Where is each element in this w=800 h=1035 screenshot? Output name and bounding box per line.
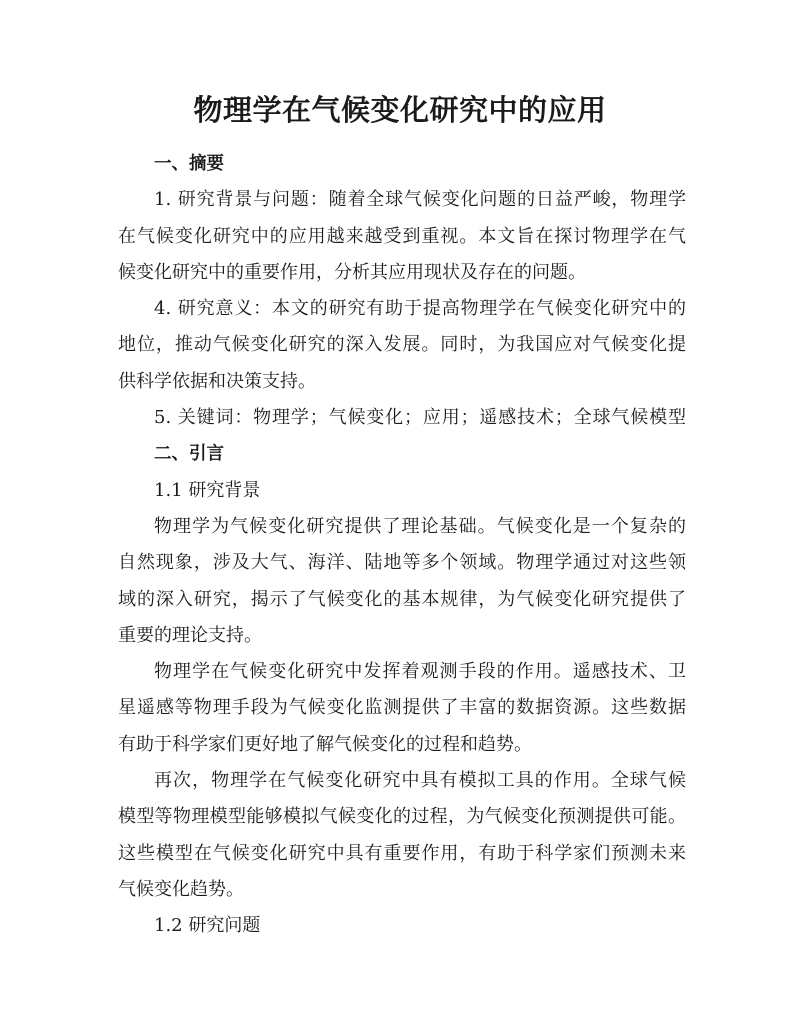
section-heading-abstract: 一、摘要 [154,154,224,174]
paragraph-line: 重要的理论支持。 [118,624,262,646]
section-heading-introduction: 二、引言 [154,444,224,465]
document-body [118,146,686,945]
keywords-line: 5. 关键词：物理学；气候变化；应用；遥感技术；全球气候模型 [154,407,686,429]
paragraph-line: 4. 研究意义：本文的研究有助于提高物理学在气候变化研究中的 [154,298,686,320]
paragraph-line: 星遥感等物理手段为气候变化监测提供了丰富的数据资源。这些数据 [118,697,686,719]
paragraph-line: 候变化研究中的重要作用，分析其应用现状及存在的问题。 [118,261,586,283]
paragraph-line: 物理学为气候变化研究提供了理论基础。气候变化是一个复杂的 [154,515,686,537]
paragraph-line: 物理学在气候变化研究中发挥着观测手段的作用。遥感技术、卫 [154,661,686,683]
document-title: 物理学在气候变化研究中的应用 [193,93,607,127]
paragraph-line: 模型等物理模型能够模拟气候变化的过程，为气候变化预测提供可能。 [118,806,686,828]
paragraph-line: 自然现象，涉及大气、海洋、陆地等多个领域。物理学通过对这些领 [118,552,686,574]
subsection-heading-background: 1.1 研究背景 [154,479,261,501]
paragraph-line: 这些模型在气候变化研究中具有重要作用，有助于科学家们预测未来 [118,842,686,864]
paragraph-line: 地位，推动气候变化研究的深入发展。同时，为我国应对气候变化提 [118,334,686,356]
subsection-heading-research-questions: 1.2 研究问题 [154,915,261,937]
paragraph-line: 1. 研究背景与问题：随着全球气候变化问题的日益严峻，物理学 [154,189,686,211]
paragraph-line: 域的深入研究，揭示了气候变化的基本规律，为气候变化研究提供了 [118,588,686,610]
paragraph-line: 有助于科学家们更好地了解气候变化的过程和趋势。 [118,733,532,755]
paragraph-line: 再次，物理学在气候变化研究中具有模拟工具的作用。全球气候 [154,770,686,792]
paragraph-line: 供科学依据和决策支持。 [118,370,316,392]
paragraph-line: 在气候变化研究中的应用越来越受到重视。本文旨在探讨物理学在气 [118,225,686,247]
paragraph-line: 气候变化趋势。 [118,878,244,900]
